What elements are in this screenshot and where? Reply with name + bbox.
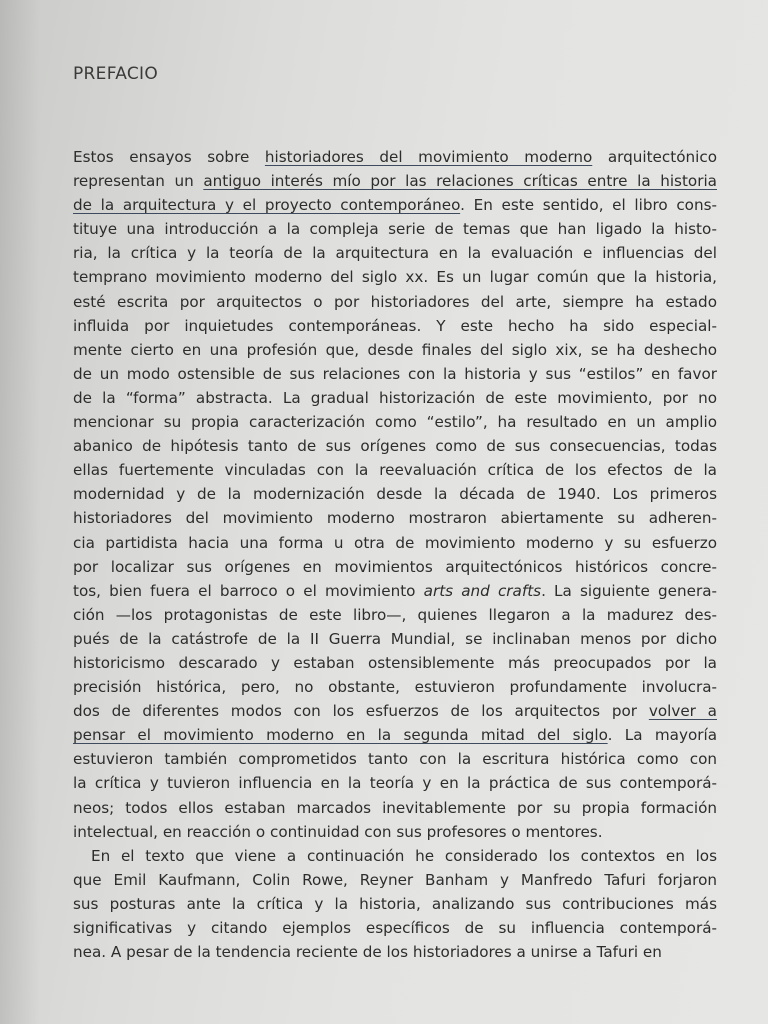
text-segment: mente cierto en una profesión que, desde finales del siglo xix, se ha deshecho <box>73 340 717 359</box>
text-segment: esté escrita por arquitectos o por historiadores del arte, siempre ha estado <box>73 292 717 311</box>
text-line <box>73 434 717 458</box>
text-line <box>73 723 717 747</box>
underlined-text: historiadores del movimiento moderno <box>264 148 593 166</box>
text-segment: dos de diferentes modos con los esfuerzos de los arquitectos por <box>73 702 649 721</box>
text-line <box>73 771 717 795</box>
text-segment: tos, bien fuera el barroco o el movimiento <box>73 581 424 600</box>
text-segment: . En este sentido, el libro cons- <box>460 196 717 215</box>
page-shadow <box>0 0 40 1024</box>
text-segment: nea. A pesar de la tendencia reciente de los historiadores a unirse a Tafuri en <box>73 943 662 962</box>
text-line <box>73 531 717 555</box>
body-text <box>73 145 717 964</box>
text-segment: ria, la crítica y la teoría de la arquitectura en la evaluación e influencias del <box>73 244 717 263</box>
text-segment: intelectual, en reacción o continuidad con sus profesores o mentores. <box>73 822 603 841</box>
text-segment: sus posturas ante la crítica y la historia, analizando sus contribuciones más <box>73 894 717 913</box>
text-line <box>73 217 717 241</box>
text-line <box>73 820 717 844</box>
underlined-text: volver a <box>648 702 717 721</box>
text-line <box>73 338 717 362</box>
text-line <box>73 627 717 651</box>
text-line <box>73 892 717 916</box>
text-segment: En el texto que viene a continuación he considerado los contextos en los <box>91 846 717 865</box>
paragraph-2 <box>73 844 717 964</box>
underlined-text: antiguo interés mío por las relaciones críticas entre la historia <box>203 172 717 191</box>
text-segment: cia partidista hacia una forma u otra de movimiento moderno y su esfuerzo <box>73 533 717 552</box>
text-segment: significativas y citando ejemplos específicos de su influencia contemporá- <box>73 919 717 937</box>
text-segment: de la “forma” abstracta. La gradual historización de este movimiento, por no <box>73 388 717 407</box>
text-segment: influida por inquietudes contemporáneas. Y este hecho ha sido especial- <box>73 316 717 335</box>
text-line <box>73 651 717 675</box>
text-segment: . La siguiente genera- <box>541 581 717 600</box>
paragraph-1 <box>73 145 717 844</box>
text-line <box>73 386 717 410</box>
text-line <box>73 868 717 892</box>
text-segment: representan un <box>73 172 204 191</box>
text-segment: ellas fuertemente vinculadas con la reevaluación crítica de los efectos de la <box>73 461 717 480</box>
text-segment: historiadores del movimiento moderno mostraron abiertamente su adheren- <box>73 509 717 528</box>
text-segment: historicismo descarado y estaban ostensiblemente más preocupados por la <box>73 653 717 672</box>
text-line <box>73 506 717 530</box>
text-segment: ción —los protagonistas de este libro—, quienes llegaron a la madurez des- <box>73 605 717 624</box>
text-line <box>73 916 717 940</box>
text-segment: pués de la catástrofe de la II Guerra Mundial, se inclinaban menos por dicho <box>73 629 717 648</box>
text-line <box>73 675 717 699</box>
text-line <box>73 747 717 771</box>
text-line <box>73 410 717 434</box>
text-segment: modernidad y de la modernización desde la década de 1940. Los primeros <box>73 485 717 504</box>
text-segment: mencionar su propia caracterización como “estilo”, ha resultado en un amplio <box>73 413 717 432</box>
page-heading: PREFACIO <box>73 64 159 84</box>
text-line <box>73 169 717 193</box>
text-line <box>73 145 717 169</box>
text-segment: . La mayoría <box>607 726 718 745</box>
text-line <box>73 241 717 265</box>
text-line <box>73 362 717 386</box>
text-line <box>73 314 717 338</box>
text-line <box>73 940 717 964</box>
text-line <box>73 844 717 868</box>
text-line <box>73 265 717 289</box>
text-line <box>73 193 717 217</box>
underlined-text: pensar el movimiento moderno en la segunda mitad del siglo <box>73 726 608 745</box>
text-segment: precisión histórica, pero, no obstante, estuvieron profundamente involucra- <box>73 678 717 697</box>
text-segment: de un modo ostensible de sus relaciones con la historia y sus “estilos” en favor <box>73 364 717 383</box>
text-segment: por localizar sus orígenes en movimientos arquitectónicos históricos concre- <box>73 557 717 576</box>
text-line <box>73 555 717 579</box>
text-segment: la crítica y tuvieron influencia en la teoría y en la práctica de sus contemporá- <box>73 774 717 793</box>
italic-text: arts and crafts <box>423 581 542 600</box>
text-segment: estuvieron también comprometidos tanto con la escritura histórica como con <box>73 750 717 769</box>
underlined-text: de la arquitectura y el proyecto contemporáneo <box>73 196 461 215</box>
text-line <box>73 699 717 723</box>
text-segment: temprano movimiento moderno del siglo xx. Es un lugar común que la historia, <box>73 268 717 287</box>
text-segment: que Emil Kaufmann, Colin Rowe, Reyner Banham y Manfredo Tafuri forjaron <box>73 870 717 889</box>
text-line <box>73 458 717 482</box>
text-line <box>73 579 717 603</box>
text-line <box>73 603 717 627</box>
text-segment: tituye una introducción a la compleja serie de temas que han ligado la histo- <box>73 220 717 239</box>
text-segment: neos; todos ellos estaban marcados inevitablemente por su propia formación <box>73 798 717 817</box>
text-line <box>73 290 717 314</box>
text-segment: abanico de hipótesis tanto de sus orígenes como de sus consecuencias, todas <box>73 437 717 456</box>
text-line <box>73 796 717 820</box>
text-segment: arquitectónico <box>592 148 717 166</box>
text-line <box>73 482 717 506</box>
text-segment: Estos ensayos sobre <box>73 148 265 166</box>
